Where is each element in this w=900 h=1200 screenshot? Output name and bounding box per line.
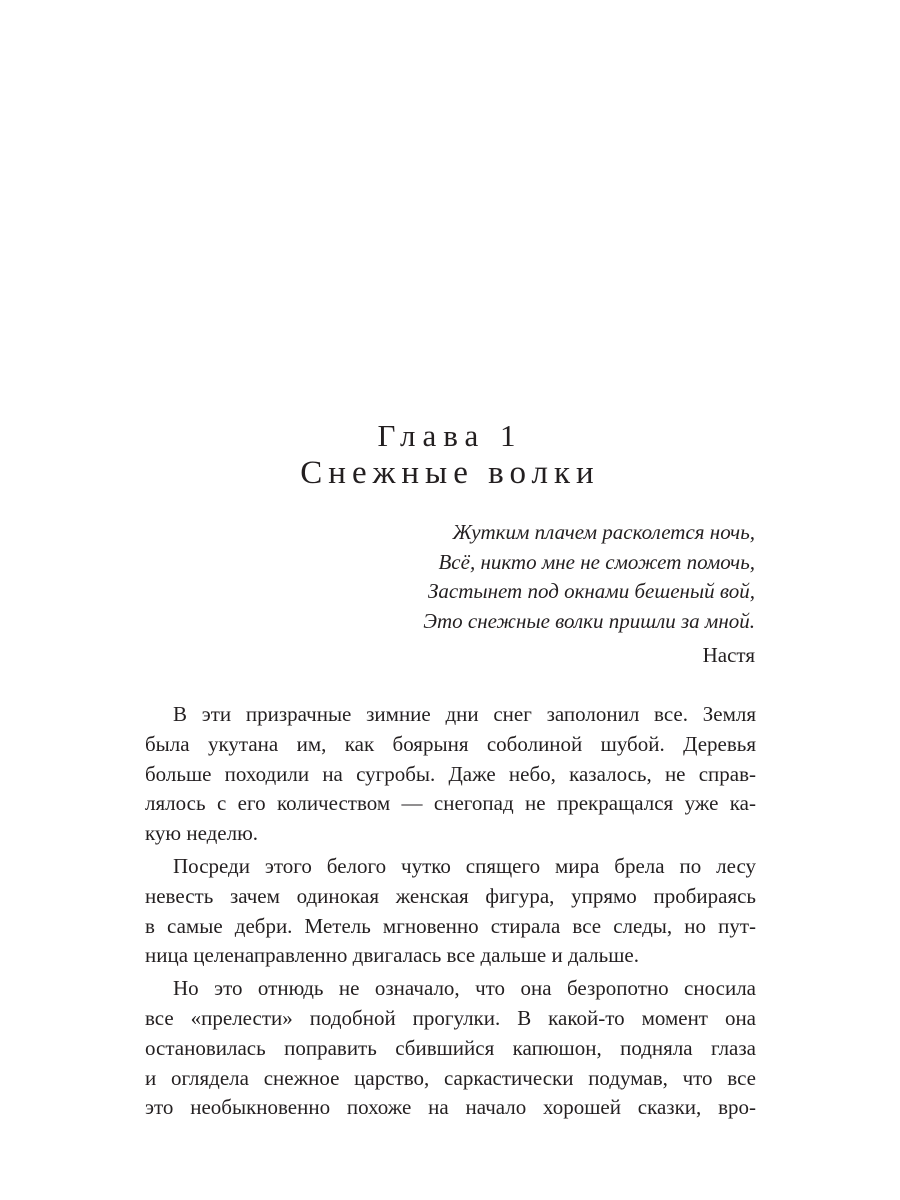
- text-line: Посреди этого белого чутко спящего мира брела по лесу: [173, 853, 756, 878]
- epigraph-author: Настя: [702, 643, 755, 667]
- text-line: остановилась поправить сбившийся капюшон, подняла глаза: [145, 1035, 756, 1060]
- text-line: ница целенаправленно двигалась все дальше и дальше.: [145, 943, 639, 968]
- text-line: невесть зачем одинокая женская фигура, упрямо пробираясь: [145, 883, 756, 908]
- text-line: лялось с его количеством — снегопад не прекращался уже ка-: [145, 791, 756, 816]
- epigraph: [423, 518, 755, 636]
- text-line: это необыкновенно похоже на начало хорошей сказки, вро-: [145, 1095, 756, 1120]
- body-text: [145, 700, 756, 1126]
- text-line: в самые дебри. Метель мгновенно стирала все следы, но пут-: [145, 913, 756, 938]
- paragraph: [145, 700, 756, 849]
- chapter-title: Снежные волки: [300, 455, 600, 491]
- text-line: и оглядела снежное царство, саркастически подумав, что все: [145, 1065, 756, 1090]
- epigraph-line: Это снежные волки пришли за мной.: [423, 608, 755, 633]
- text-line: кую неделю.: [145, 821, 259, 846]
- text-line: Но это отнюдь не означало, что она безропотно сносила: [173, 976, 756, 1001]
- text-line: больше походили на сугробы. Даже небо, казалось, не справ-: [145, 761, 756, 786]
- paragraph: [145, 974, 756, 1123]
- epigraph-line: Всё, никто мне не сможет помочь,: [438, 549, 755, 574]
- text-line: В эти призрачные зимние дни снег заполонил все. Земля: [173, 702, 756, 726]
- paragraph: [145, 852, 756, 971]
- chapter-number: Глава 1: [377, 418, 523, 453]
- epigraph-line: Жутким плачем расколется ночь,: [452, 520, 755, 544]
- text-line: была укутана им, как боярыня соболиной шубой. Деревья: [145, 731, 756, 756]
- text-line: все «прелести» подобной прогулки. В какой-то момент она: [145, 1005, 756, 1030]
- epigraph-line: Застынет под окнами бешеный вой,: [427, 579, 755, 603]
